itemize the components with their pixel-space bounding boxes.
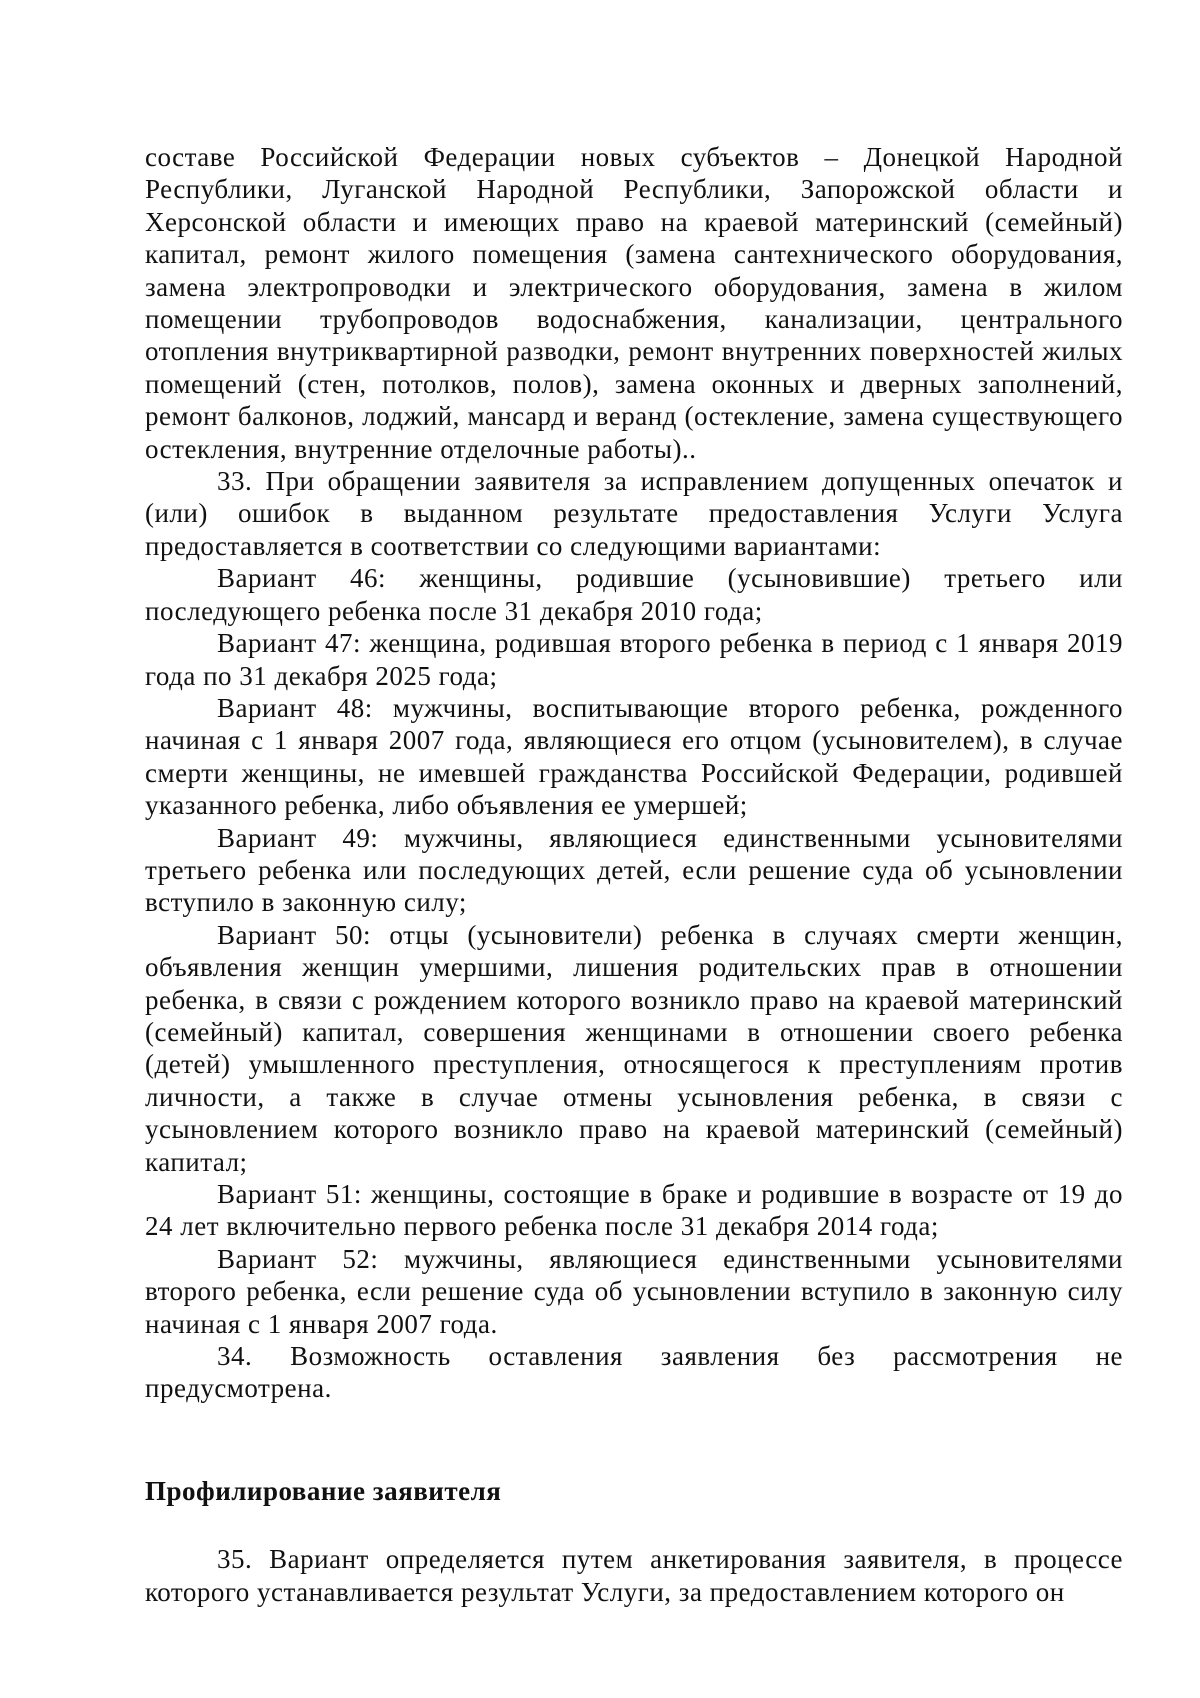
paragraph-35: 35. Вариант определяется путем анкетирования заявителя, в процессе которого устанавливается результат Услуги, за предоставлением которого он bbox=[145, 1544, 1123, 1607]
paragraph-33: 33. При обращении заявителя за исправлением допущенных опечаток и (или) ошибок в выданном результате предоставления Услуги Услуга предоставляется в соответствии со следующими вариантами: bbox=[145, 466, 1123, 561]
paragraph-variant-48: Вариант 48: мужчины, воспитывающие второго ребенка, рожденного начиная с 1 января 2007 года, являющиеся его отцом (усыновителем), в случае смерти женщины, не имевшей гражданства Российской Федерации, родившей указанного ребенка, либо объявления ее умершей; bbox=[145, 692, 1123, 821]
paragraph-variant-46: Вариант 46: женщины, родившие (усыновившие) третьего или последующего ребенка после 31 декабря 2010 года; bbox=[145, 563, 1123, 626]
document-body bbox=[145, 141, 1123, 1608]
paragraph-variant-50: Вариант 50: отцы (усыновители) ребенка в случаях смерти женщин, объявления женщин умершими, лишения родительских прав в отношении ребенка, в связи с рождением которого возникло право на краевой материнский (семейный) капитал, совершения женщинами в отношении своего ребенка (детей) умышленного преступления, относящегося к преступлениям против личности, а также в случае отмены усыновления ребенка, в связи с усыновлением которого возникло право на краевой материнский (семейный) капитал; bbox=[145, 919, 1123, 1177]
paragraph-variant-51: Вариант 51: женщины, состоящие в браке и родившие в возрасте от 19 до 24 лет включительно первого ребенка после 31 декабря 2014 года; bbox=[145, 1179, 1123, 1242]
paragraph-variant-52: Вариант 52: мужчины, являющиеся единственными усыновителями второго ребенка, если решение суда об усыновлении вступило в законную силу начиная с 1 января 2007 года. bbox=[145, 1243, 1123, 1339]
paragraph-34: 34. Возможность оставления заявления без рассмотрения не предусмотрена. bbox=[145, 1341, 1123, 1404]
paragraph-continuation: составе Российской Федерации новых субъектов – Донецкой Народной Республики, Луганской Народной Республики, Запорожской области и Херсонской области и имеющих право на краевой материнский (семейный) капитал, ремонт жилого помещения (замена сантехнического оборудования, замена электропроводки и электрического оборудования, замена в жилом помещении трубопроводов водоснабжения, канализации, центрального отопления внутриквартирной разводки, ремонт внутренних поверхностей жилых помещений (стен, потолков, полов), замена оконных и дверных заполнений, ремонт балконов, лоджий, мансард и веранд (остекление, замена существующего остекления, внутренние отделочные работы).. bbox=[145, 142, 1123, 464]
paragraph-variant-47: Вариант 47: женщина, родившая второго ребенка в период с 1 января 2019 года по 31 декабря 2025 года; bbox=[145, 628, 1123, 691]
section-heading: Профилирование заявителя bbox=[145, 1475, 502, 1506]
paragraph-variant-49: Вариант 49: мужчины, являющиеся единственными усыновителями третьего ребенка или последующих детей, если решение суда об усыновлении вступило в законную силу; bbox=[145, 822, 1123, 918]
